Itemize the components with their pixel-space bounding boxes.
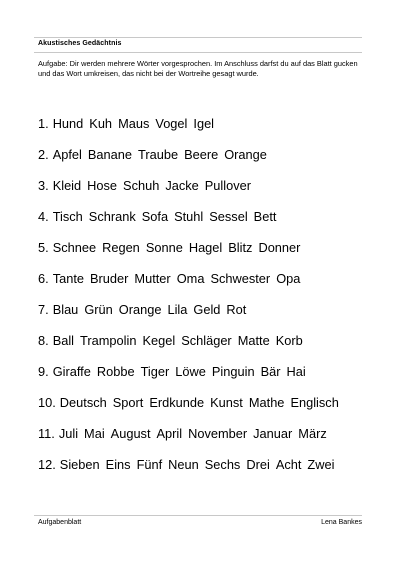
word[interactable]: Kegel xyxy=(142,333,176,348)
row-number: 4. xyxy=(38,209,49,224)
word[interactable]: Sofa xyxy=(141,209,169,224)
word[interactable]: Juli xyxy=(58,426,79,441)
word[interactable]: Traube xyxy=(137,147,179,162)
row-number: 9. xyxy=(38,364,49,379)
worksheet-title: Akustisches Gedächtnis xyxy=(38,40,122,47)
word[interactable]: Hagel xyxy=(188,240,223,255)
word[interactable]: Januar xyxy=(253,426,293,441)
word[interactable]: Deutsch xyxy=(59,395,107,410)
word[interactable]: Matte xyxy=(237,333,270,348)
word[interactable]: Beere xyxy=(184,147,219,162)
word[interactable]: Bruder xyxy=(90,271,129,286)
word-row xyxy=(38,356,364,387)
word[interactable]: Zwei xyxy=(307,457,335,472)
footer-rule xyxy=(34,515,362,516)
word[interactable]: Schnee xyxy=(52,240,97,255)
row-number: 12. xyxy=(38,457,56,472)
word[interactable]: Englisch xyxy=(290,395,339,410)
word[interactable]: Geld xyxy=(193,302,221,317)
word[interactable]: Lila xyxy=(167,302,188,317)
task-instructions: Aufgabe: Dir werden mehrere Wörter vorgesprochen. Im Anschluss darfst du auf das Blatt gucken und das Wort umkreisen, das nicht bei der Wortreihe gesagt wurde. xyxy=(38,59,358,78)
word-row xyxy=(38,418,364,449)
footer-author: Lena Bankes xyxy=(321,519,362,526)
word[interactable]: November xyxy=(188,426,248,441)
word[interactable]: Korb xyxy=(275,333,303,348)
word[interactable]: Hund xyxy=(52,116,84,131)
row-number: 2. xyxy=(38,147,49,162)
word[interactable]: Bär xyxy=(260,364,281,379)
word[interactable]: Stuhl xyxy=(174,209,204,224)
word[interactable]: Mutter xyxy=(134,271,171,286)
word[interactable]: Giraffe xyxy=(52,364,91,379)
word[interactable]: Igel xyxy=(193,116,215,131)
word[interactable]: Orange xyxy=(118,302,162,317)
word[interactable]: Schläger xyxy=(181,333,232,348)
row-number: 7. xyxy=(38,302,49,317)
word[interactable]: März xyxy=(298,426,327,441)
word[interactable]: Mai xyxy=(84,426,105,441)
row-number: 10. xyxy=(38,395,56,410)
word[interactable]: Pinguin xyxy=(211,364,255,379)
header-bottom-rule xyxy=(34,52,362,53)
word[interactable]: Löwe xyxy=(175,364,206,379)
row-number: 8. xyxy=(38,333,49,348)
word-row xyxy=(38,325,364,356)
word[interactable]: Kleid xyxy=(52,178,82,193)
word[interactable]: Jacke xyxy=(165,178,199,193)
word[interactable]: Kunst xyxy=(210,395,243,410)
word-row xyxy=(38,232,364,263)
row-number: 5. xyxy=(38,240,49,255)
word[interactable]: Eins xyxy=(105,457,131,472)
word-row xyxy=(38,263,364,294)
word[interactable]: Sechs xyxy=(204,457,241,472)
word[interactable]: Orange xyxy=(224,147,267,162)
word[interactable]: Bett xyxy=(253,209,277,224)
word[interactable]: Sport xyxy=(112,395,144,410)
row-number: 6. xyxy=(38,271,49,286)
word[interactable]: Robbe xyxy=(96,364,135,379)
word[interactable]: Schwester xyxy=(210,271,271,286)
word[interactable]: Tiger xyxy=(140,364,170,379)
word[interactable]: Sessel xyxy=(209,209,248,224)
word[interactable]: Fünf xyxy=(136,457,163,472)
word-row xyxy=(38,201,364,232)
word[interactable]: Acht xyxy=(275,457,302,472)
word[interactable]: Donner xyxy=(258,240,301,255)
word[interactable]: Blitz xyxy=(228,240,253,255)
word[interactable]: Tisch xyxy=(52,209,83,224)
word-row xyxy=(38,387,364,418)
word[interactable]: Tante xyxy=(52,271,84,286)
word[interactable]: Oma xyxy=(176,271,205,286)
word[interactable]: Apfel xyxy=(52,147,82,162)
word[interactable]: Neun xyxy=(168,457,199,472)
word[interactable]: Opa xyxy=(276,271,301,286)
word[interactable]: August xyxy=(110,426,151,441)
header-top-rule xyxy=(34,37,362,38)
word-rows-list xyxy=(38,108,364,480)
word[interactable]: Sonne xyxy=(145,240,183,255)
word[interactable]: Rot xyxy=(226,302,247,317)
footer-document-type: Aufgabenblatt xyxy=(38,519,82,526)
word[interactable]: Pullover xyxy=(204,178,251,193)
word[interactable]: Ball xyxy=(52,333,75,348)
word[interactable]: Sieben xyxy=(59,457,100,472)
row-number: 3. xyxy=(38,178,49,193)
word-row xyxy=(38,294,364,325)
word[interactable]: Grün xyxy=(84,302,113,317)
word[interactable]: Drei xyxy=(246,457,270,472)
row-number: 11. xyxy=(38,426,55,441)
row-number: 1. xyxy=(38,116,49,131)
word-row xyxy=(38,449,364,480)
word[interactable]: Vogel xyxy=(155,116,188,131)
word[interactable]: Banane xyxy=(87,147,132,162)
word[interactable]: Trampolin xyxy=(80,333,137,348)
word-row xyxy=(38,170,364,201)
word[interactable]: Schrank xyxy=(88,209,136,224)
word[interactable]: Maus xyxy=(118,116,150,131)
word[interactable]: Kuh xyxy=(89,116,113,131)
word[interactable]: Hai xyxy=(286,364,306,379)
word[interactable]: Blau xyxy=(52,302,79,317)
word[interactable]: Hose xyxy=(87,178,118,193)
word[interactable]: Mathe xyxy=(248,395,285,410)
word-row xyxy=(38,108,364,139)
word[interactable]: Regen xyxy=(102,240,140,255)
word[interactable]: April xyxy=(156,426,183,441)
word[interactable]: Schuh xyxy=(123,178,160,193)
word-row xyxy=(38,139,364,170)
word[interactable]: Erdkunde xyxy=(149,395,205,410)
